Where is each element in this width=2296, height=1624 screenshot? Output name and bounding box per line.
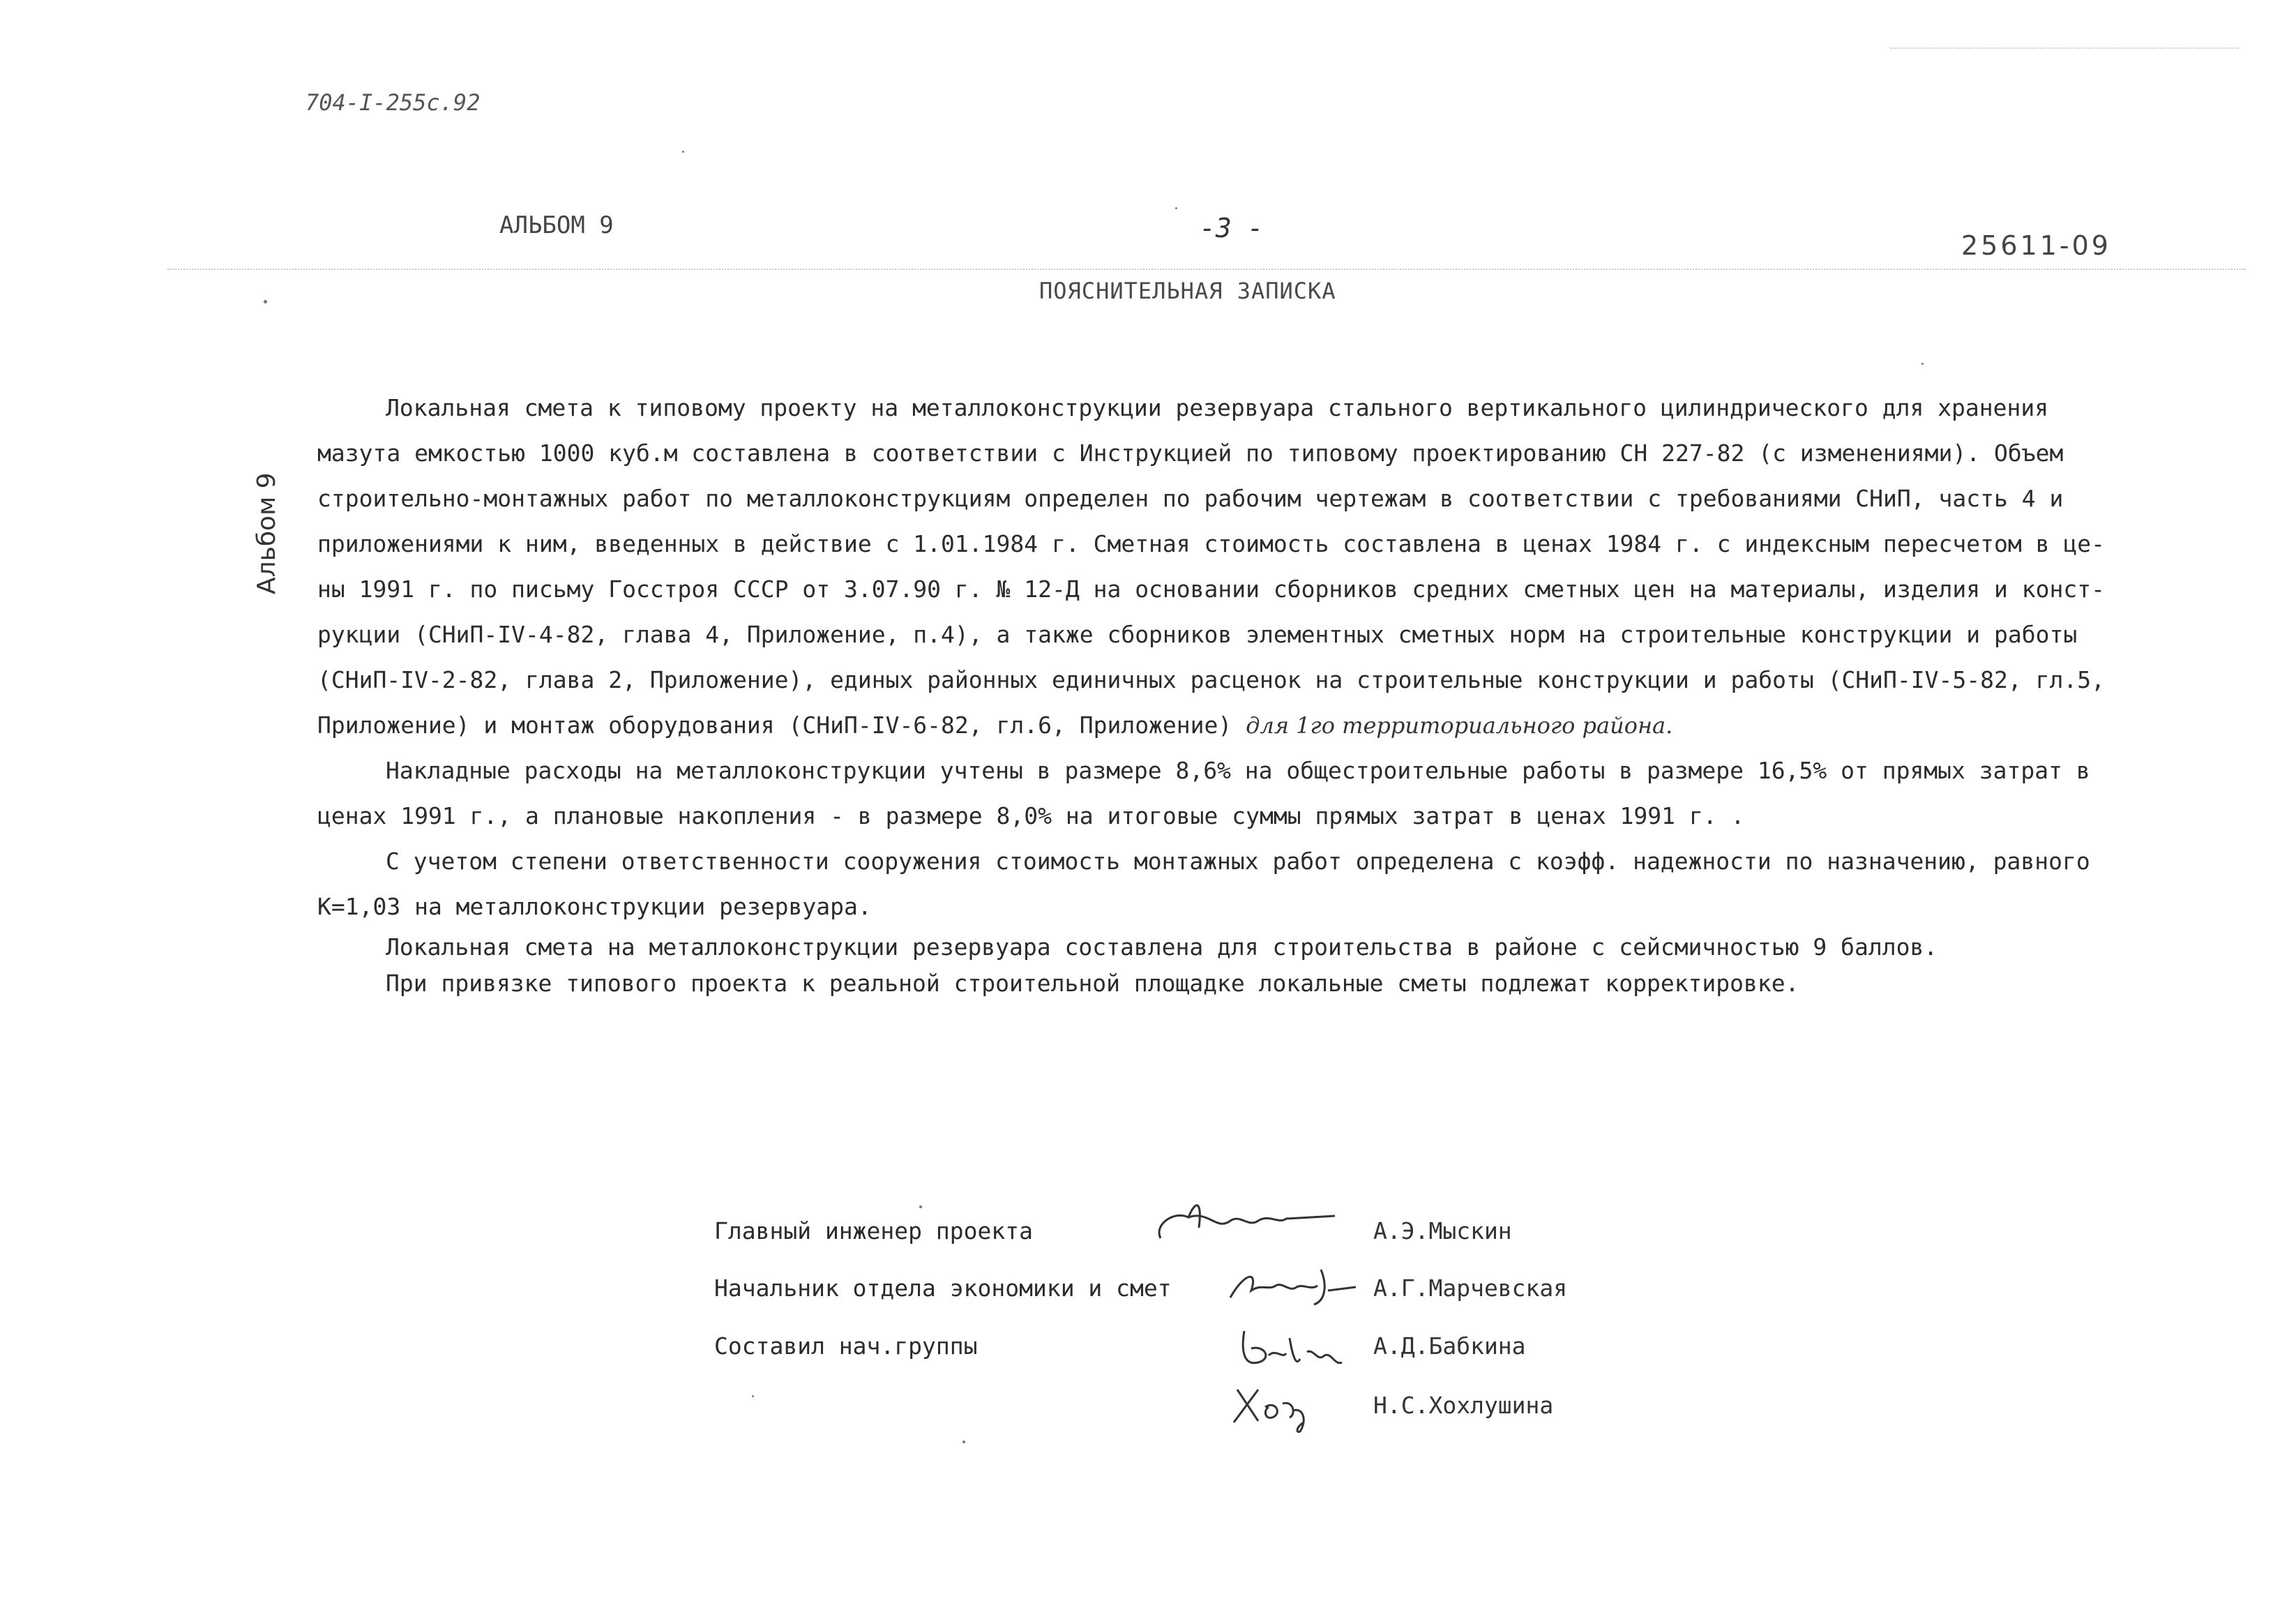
paragraph-line: мазута емкостью 1000 куб.м составлена в соответствии с Инструкцией по типовому проектированию СН 227-82 (с изменениями). Объем (317, 439, 2064, 467)
document-code: 704-I-255с.92 (305, 89, 481, 116)
signatory-name: А.Э.Мыскин (1373, 1217, 1512, 1245)
paragraph-line: К=1,03 на металлоконструкции резервуара. (317, 893, 872, 920)
paragraph-line: Локальная смета к типовому проекту на металлоконструкции резервуара стального вертикального цилиндрического для хранения (386, 394, 2049, 421)
document-title: ПОЯСНИТЕЛЬНАЯ ЗАПИСКА (1039, 278, 1336, 304)
signatory-name: Н.С.Хохлушина (1373, 1392, 1554, 1419)
signatory-name: А.Г.Марчевская (1373, 1275, 1568, 1302)
paragraph-line: рукции (СНиП-IV-4-82, глава 4, Приложение, п.4), а также сборников элементных сметных норм на строительные конструкции и работы (317, 621, 2078, 648)
explanatory-note-body (317, 385, 2131, 1002)
paragraph-line: С учетом степени ответственности сооружения стоимость монтажных работ определена с коэфф. надежности по назначению, равного (386, 848, 2090, 875)
scan-speck (1921, 363, 1924, 365)
scan-speck (1175, 207, 1177, 209)
handwritten-signature (1230, 1324, 1349, 1376)
signature-title: Начальник отдела экономики и смет (714, 1275, 1172, 1302)
handwritten-signature (1223, 1259, 1363, 1311)
paragraph-line: Локальная смета на металлоконструкции резервуара составлена для строительства в районе с сейсмичностью 9 баллов. (386, 933, 1938, 961)
paragraph-line: приложениями к ним, введенных в действие с 1.01.1984 г. Сметная стоимость составлена в ценах 1984 г. с индексным пересчетом в це- (317, 530, 2105, 557)
signature-title: Составил нач.группы (714, 1332, 978, 1360)
side-album-label: Альбом 9 (252, 472, 281, 594)
signatory-name: А.Д.Бабкина (1373, 1332, 1526, 1360)
paragraph-line-text: Приложение) и монтаж оборудования (СНиП-IV-6-82, гл.6, Приложение) (317, 712, 1232, 739)
scan-speck (752, 1395, 754, 1397)
paragraph-line: ны 1991 г. по письму Госстроя СССР от 3.07.90 г. № 12-Д на основании сборников средних сметных цен на материалы, изделия и конст- (317, 576, 2105, 603)
signature-title: Главный инженер проекта (714, 1217, 1033, 1245)
handwritten-addition: для 1го территориального района. (1246, 712, 1673, 739)
paragraph-line: ценах 1991 г., а плановые накопления - в размере 8,0% на итоговые суммы прямых затрат в ценах 1991 г. . (317, 802, 1745, 829)
paragraph-line: Накладные расходы на металлоконструкции учтены в размере 8,6% на общестроительные работы в размере 16,5% от прямых затрат в (386, 757, 2090, 784)
header-divider (167, 269, 2246, 270)
album-label: АЛЬБОМ 9 (499, 211, 614, 239)
scan-speck (682, 151, 684, 153)
page-number: -3 - (1200, 213, 1264, 243)
scan-speck (962, 1441, 965, 1443)
paragraph-line: При привязке типового проекта к реальной строительной площадке локальные сметы подлежат корректировке. (386, 970, 1799, 997)
paragraph-line: строительно-монтажных работ по металлоконструкциям определен по рабочим чертежам в соответствии с требованиями СНиП, часть 4 и (317, 485, 2064, 512)
handwritten-signature (1227, 1379, 1324, 1435)
signature-row (714, 1392, 1621, 1434)
signature-block (714, 1217, 1621, 1454)
top-dotted-rule (1890, 47, 2239, 49)
signature-row (714, 1332, 1621, 1374)
signature-row (714, 1275, 1621, 1316)
paragraph-line: (СНиП-IV-2-82, глава 2, Приложение), единых районных единичных расценок на строительные конструкции и работы (СНиП-IV-5-82, гл.5, (317, 666, 2105, 693)
scan-speck (919, 1205, 922, 1208)
paragraph-line-with-handwriting (317, 702, 2131, 748)
signature-row (714, 1217, 1621, 1259)
sheet-code: 25611-09 (1961, 230, 2111, 261)
handwritten-signature (1147, 1196, 1342, 1252)
scan-speck (264, 300, 267, 303)
